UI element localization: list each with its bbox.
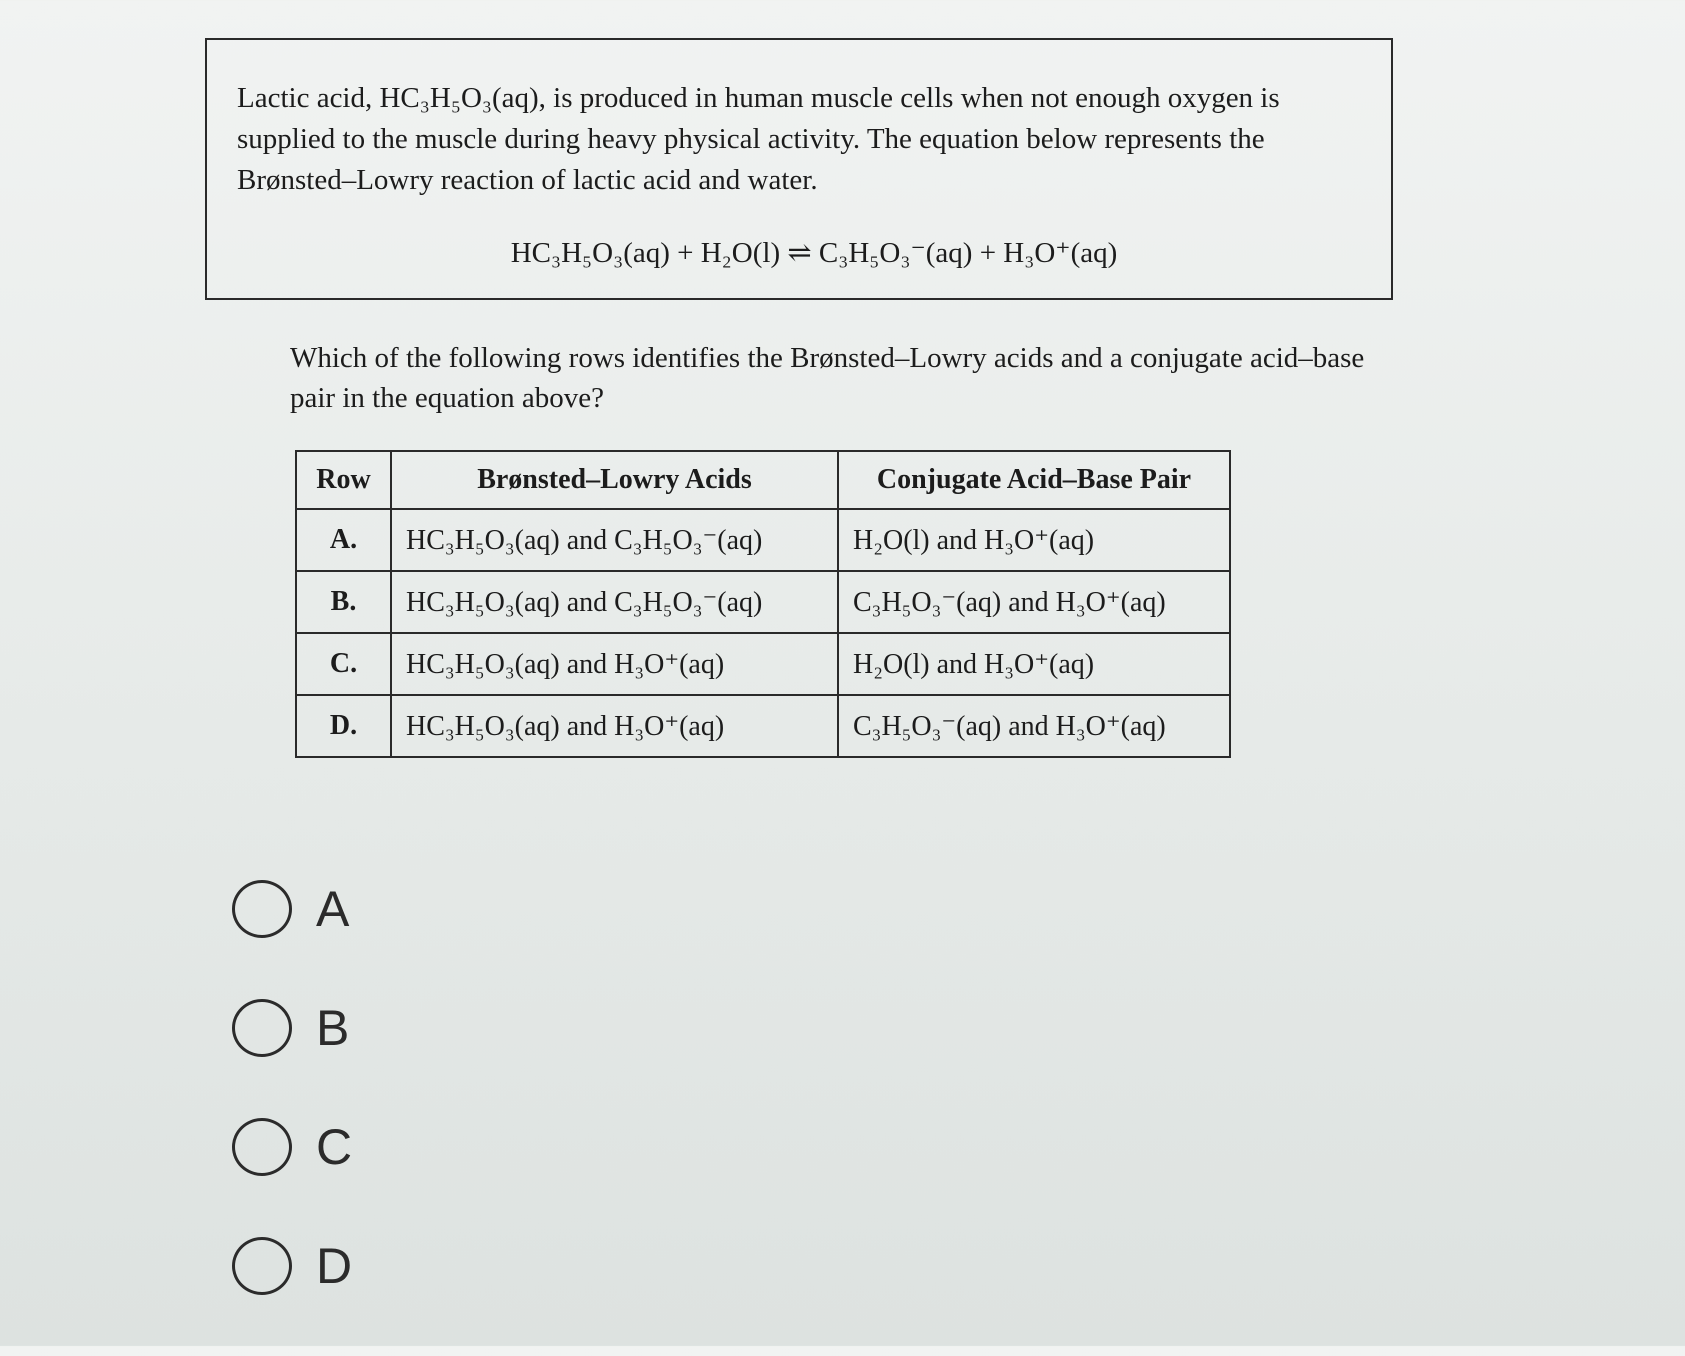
option-a[interactable] xyxy=(232,880,352,938)
answer-table xyxy=(295,450,1231,758)
stimulus-box xyxy=(205,38,1393,300)
question-text: Which of the following rows identifies the Brønsted–Lowry acids and a conjugate acid–base pair in the equation above? xyxy=(290,342,1365,414)
answer-options xyxy=(232,880,352,1356)
row-pair: H₂O(l) and H₃O⁺(aq) xyxy=(838,633,1230,695)
row-pair: C₃H₅O₃⁻(aq) and H₃O⁺(aq) xyxy=(838,571,1230,633)
row-acids: HC₃H₅O₃(aq) and H₃O⁺(aq) xyxy=(391,633,838,695)
option-c[interactable] xyxy=(232,1118,352,1176)
row-acids: HC₃H₅O₃(aq) and H₃O⁺(aq) xyxy=(391,695,838,757)
radio-button-d[interactable] xyxy=(232,1237,292,1295)
table-header-row xyxy=(296,451,1230,509)
option-label-a[interactable]: A xyxy=(316,881,350,937)
row-letter: B. xyxy=(296,571,391,633)
table-row xyxy=(296,633,1230,695)
row-letter: A. xyxy=(296,509,391,571)
radio-button-c[interactable] xyxy=(232,1118,292,1176)
radio-button-b[interactable] xyxy=(232,999,292,1057)
row-pair: H₂O(l) and H₃O⁺(aq) xyxy=(838,509,1230,571)
header-row: Row xyxy=(296,451,391,509)
option-label-b[interactable]: B xyxy=(316,1000,350,1056)
option-b[interactable] xyxy=(232,999,352,1057)
row-letter: D. xyxy=(296,695,391,757)
table-row xyxy=(296,571,1230,633)
table-row xyxy=(296,695,1230,757)
table-row xyxy=(296,509,1230,571)
option-label-d[interactable]: D xyxy=(316,1238,353,1294)
row-letter: C. xyxy=(296,633,391,695)
row-acids: HC₃H₅O₃(aq) and C₃H₅O₃⁻(aq) xyxy=(391,571,838,633)
radio-button-a[interactable] xyxy=(232,880,292,938)
row-pair: C₃H₅O₃⁻(aq) and H₃O⁺(aq) xyxy=(838,695,1230,757)
option-label-c[interactable]: C xyxy=(316,1119,353,1175)
header-pair: Conjugate Acid–Base Pair xyxy=(838,451,1230,509)
row-acids: HC₃H₅O₃(aq) and C₃H₅O₃⁻(aq) xyxy=(391,509,838,571)
stimulus-text: Lactic acid, HC₃H₅O₃(aq), is produced in human muscle cells when not enough oxygen is supplied to the muscle during heavy physical activity. The equation below represents the Brønsted–Lowry reaction of lactic acid and water. xyxy=(237,82,1280,196)
reaction-equation: HC₃H₅O₃(aq) + H₂O(l) ⇌ C₃H₅O₃⁻(aq) + H₃O⁺(aq) xyxy=(510,237,1118,269)
header-acids: Brønsted–Lowry Acids xyxy=(391,451,838,509)
option-d[interactable] xyxy=(232,1237,352,1295)
